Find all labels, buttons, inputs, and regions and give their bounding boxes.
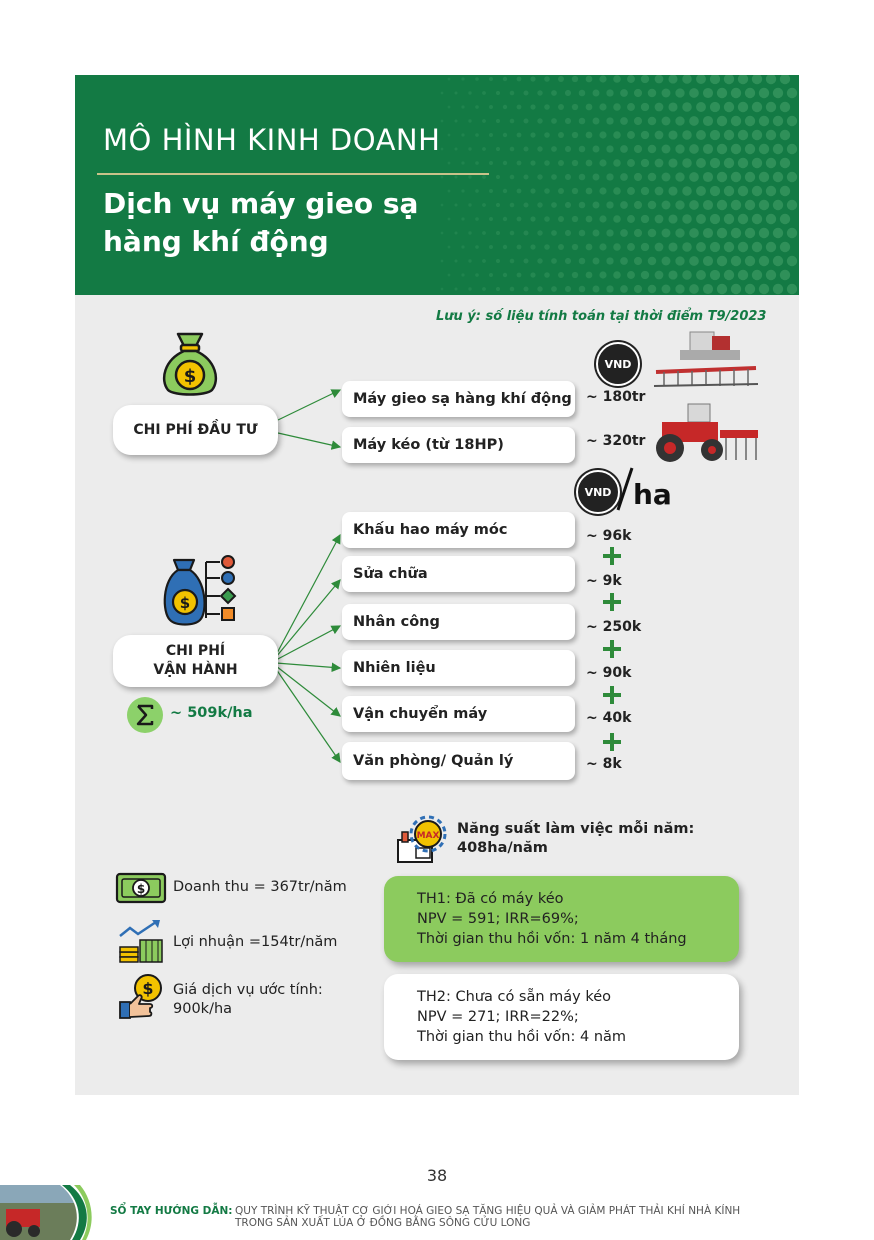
svg-text:$: $ [142,979,154,998]
service-price-line1: Giá dịch vụ ước tính: [173,982,323,998]
scenario-2-line3: Thời gian thu hồi vốn: 4 năm [417,1029,627,1045]
data-note: Lưu ý: số liệu tính toán tại thời điểm T9/2023 [436,309,767,324]
tractor-image [648,400,762,466]
operating-cost-label-line1: CHI PHÍ [165,643,226,659]
operating-item-office: Văn phòng/ Quản lý [342,742,575,780]
capacity-text [457,820,694,858]
max-capacity-icon [394,814,450,866]
operating-value-office: ~ 8k [586,756,622,772]
service-price-line2: 900k/ha [173,1001,233,1017]
vnd-currency-icon: VND [576,470,620,514]
capacity-line2: 408ha/năm [457,840,548,856]
footer-title-line1: QUY TRÌNH KỸ THUẬT CƠ GIỚI HOÁ GIEO SẠ TĂNG HIỆU QUẢ VÀ GIẢM PHÁT THẢI KHÍ NHÀ KÍNH [235,1205,741,1217]
vnd-currency-icon: VND [596,342,640,386]
investment-item-seeder: Máy gieo sạ hàng khí động [342,381,575,417]
header-kicker: MÔ HÌNH KINH DOANH [103,123,441,157]
operating-item-labor: Nhân công [342,604,575,640]
scenario-1-line1: TH1: Đã có máy kéo [417,891,564,907]
operating-item-repair: Sửa chữa [342,556,575,592]
sum-icon [127,697,163,733]
revenue-text: Doanh thu = 367tr/năm [173,879,347,895]
operating-value-depreciation: ~ 96k [586,528,632,544]
per-hectare-unit: ha [633,478,672,511]
operating-value-fuel: ~ 90k [586,665,632,681]
footer-field-photo [0,1185,95,1240]
investment-cost-label: CHI PHÍ ĐẦU TƯ [113,405,278,455]
profit-growth-icon [116,918,166,966]
banknote-icon [115,872,167,904]
plus-icon [603,733,621,751]
scenario-2-line1: TH2: Chưa có sẵn máy kéo [417,989,612,1005]
profit-text: Lợi nhuận =154tr/năm [173,934,338,950]
operating-cost-total: ~ 509k/ha [170,705,253,721]
cost-breakdown-icon [160,552,240,628]
capacity-line1: Năng suất làm việc mỗi năm: [457,821,695,837]
operating-item-fuel: Nhiên liệu [342,650,575,686]
operating-cost-label-line2: VẬN HÀNH [153,662,238,678]
footer-title-line2: TRONG SẢN XUẤT LÚA Ở ĐỒNG BẰNG SÔNG CỬU LONG [235,1217,531,1229]
operating-item-transport: Vận chuyển máy [342,696,575,732]
footer-label: SỔ TAY HƯỚNG DẪN: [110,1205,233,1217]
scenario-2-line2: NPV = 271; IRR=22%; [417,1009,579,1025]
operating-value-labor: ~ 250k [586,619,642,635]
scenario-2-box [384,974,739,1060]
operating-value-transport: ~ 40k [586,710,632,726]
plus-icon [603,547,621,565]
operating-value-repair: ~ 9k [586,573,622,589]
operating-cost-label [113,635,278,687]
scenario-1-line2: NPV = 591; IRR=69%; [417,911,579,927]
service-price-text [173,981,323,1019]
page-title: Dịch vụ máy gieo sạ hàng khí động [103,187,419,258]
svg-text:MAX: MAX [416,831,440,841]
investment-item-tractor: Máy kéo (từ 18HP) [342,427,575,463]
scenario-1-box [384,876,739,962]
plus-icon [603,640,621,658]
seeder-machine-image [652,328,760,392]
service-price-icon [116,972,166,1022]
investment-value-seeder: ~ 180tr [586,389,646,405]
plus-icon [603,686,621,704]
page-number: 38 [426,1166,448,1185]
svg-text:$: $ [179,594,191,612]
operating-item-depreciation: Khấu hao máy móc [342,512,575,548]
svg-text:$: $ [183,366,197,387]
scenario-1-line3: Thời gian thu hồi vốn: 1 năm 4 tháng [417,931,687,947]
money-bag-icon [156,328,224,398]
svg-text:$: $ [136,882,146,896]
footer-title [235,1205,740,1229]
investment-value-tractor: ~ 320tr [586,433,646,449]
plus-icon [603,593,621,611]
